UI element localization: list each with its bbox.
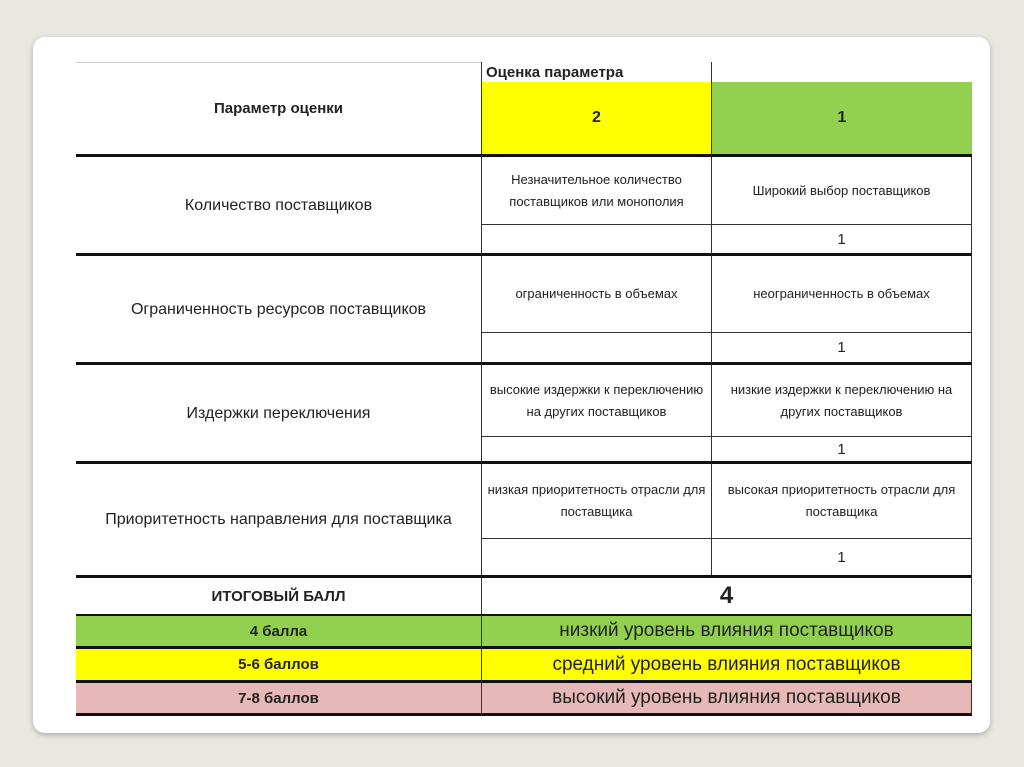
header-score-2: 2 (481, 82, 711, 157)
row-param: Издержки переключения (76, 365, 481, 464)
row-desc-score-2: ограниченность в объемах (481, 256, 711, 333)
legend-range: 4 балла (76, 616, 481, 649)
row-desc-score-1: неограниченность в объемах (711, 256, 972, 333)
header-param-label: Параметр оценки (76, 62, 481, 157)
legend-text: средний уровень влияния поставщиков (481, 649, 972, 683)
legend-range: 5-6 баллов (76, 649, 481, 683)
row-value-score-1: 1 (711, 539, 972, 575)
row-desc-score-1: низкие издержки к переключению на других поставщиков (711, 365, 972, 437)
row-value-score-1: 1 (711, 437, 972, 464)
row-param: Ограниченность ресурсов поставщиков (76, 256, 481, 365)
legend-text: высокий уровень влияния поставщиков (481, 683, 972, 716)
row-value-score-2 (481, 539, 711, 575)
row-value-score-2 (481, 225, 711, 256)
total-label: ИТОГОВЫЙ БАЛЛ (76, 575, 481, 617)
row-desc-score-1: высокая приоритетность отрасли для поставщика (711, 464, 972, 539)
legend-range: 7-8 баллов (76, 683, 481, 716)
row-desc-score-1: Широкий выбор поставщиков (711, 157, 972, 225)
row-desc-score-2: низкая приоритетность отрасли для поставщика (481, 464, 711, 539)
row-value-score-2 (481, 333, 711, 365)
legend-text: низкий уровень влияния поставщиков (481, 616, 972, 649)
row-param: Количество поставщиков (76, 157, 481, 256)
row-value-score-1: 1 (711, 333, 972, 365)
row-value-score-2 (481, 437, 711, 464)
row-param: Приоритетность направления для поставщика (105, 511, 452, 528)
total-value: 4 (481, 575, 972, 617)
row-value-score-1: 1 (711, 225, 972, 256)
row-desc-score-2: высокие издержки к переключению на других поставщиков (481, 365, 711, 437)
header-score-1: 1 (711, 82, 972, 157)
row-desc-score-2: Незначительное количество поставщиков или монополия (481, 157, 711, 225)
header-score-label: Оценка параметра (481, 62, 711, 83)
header-empty-cell (711, 62, 972, 83)
